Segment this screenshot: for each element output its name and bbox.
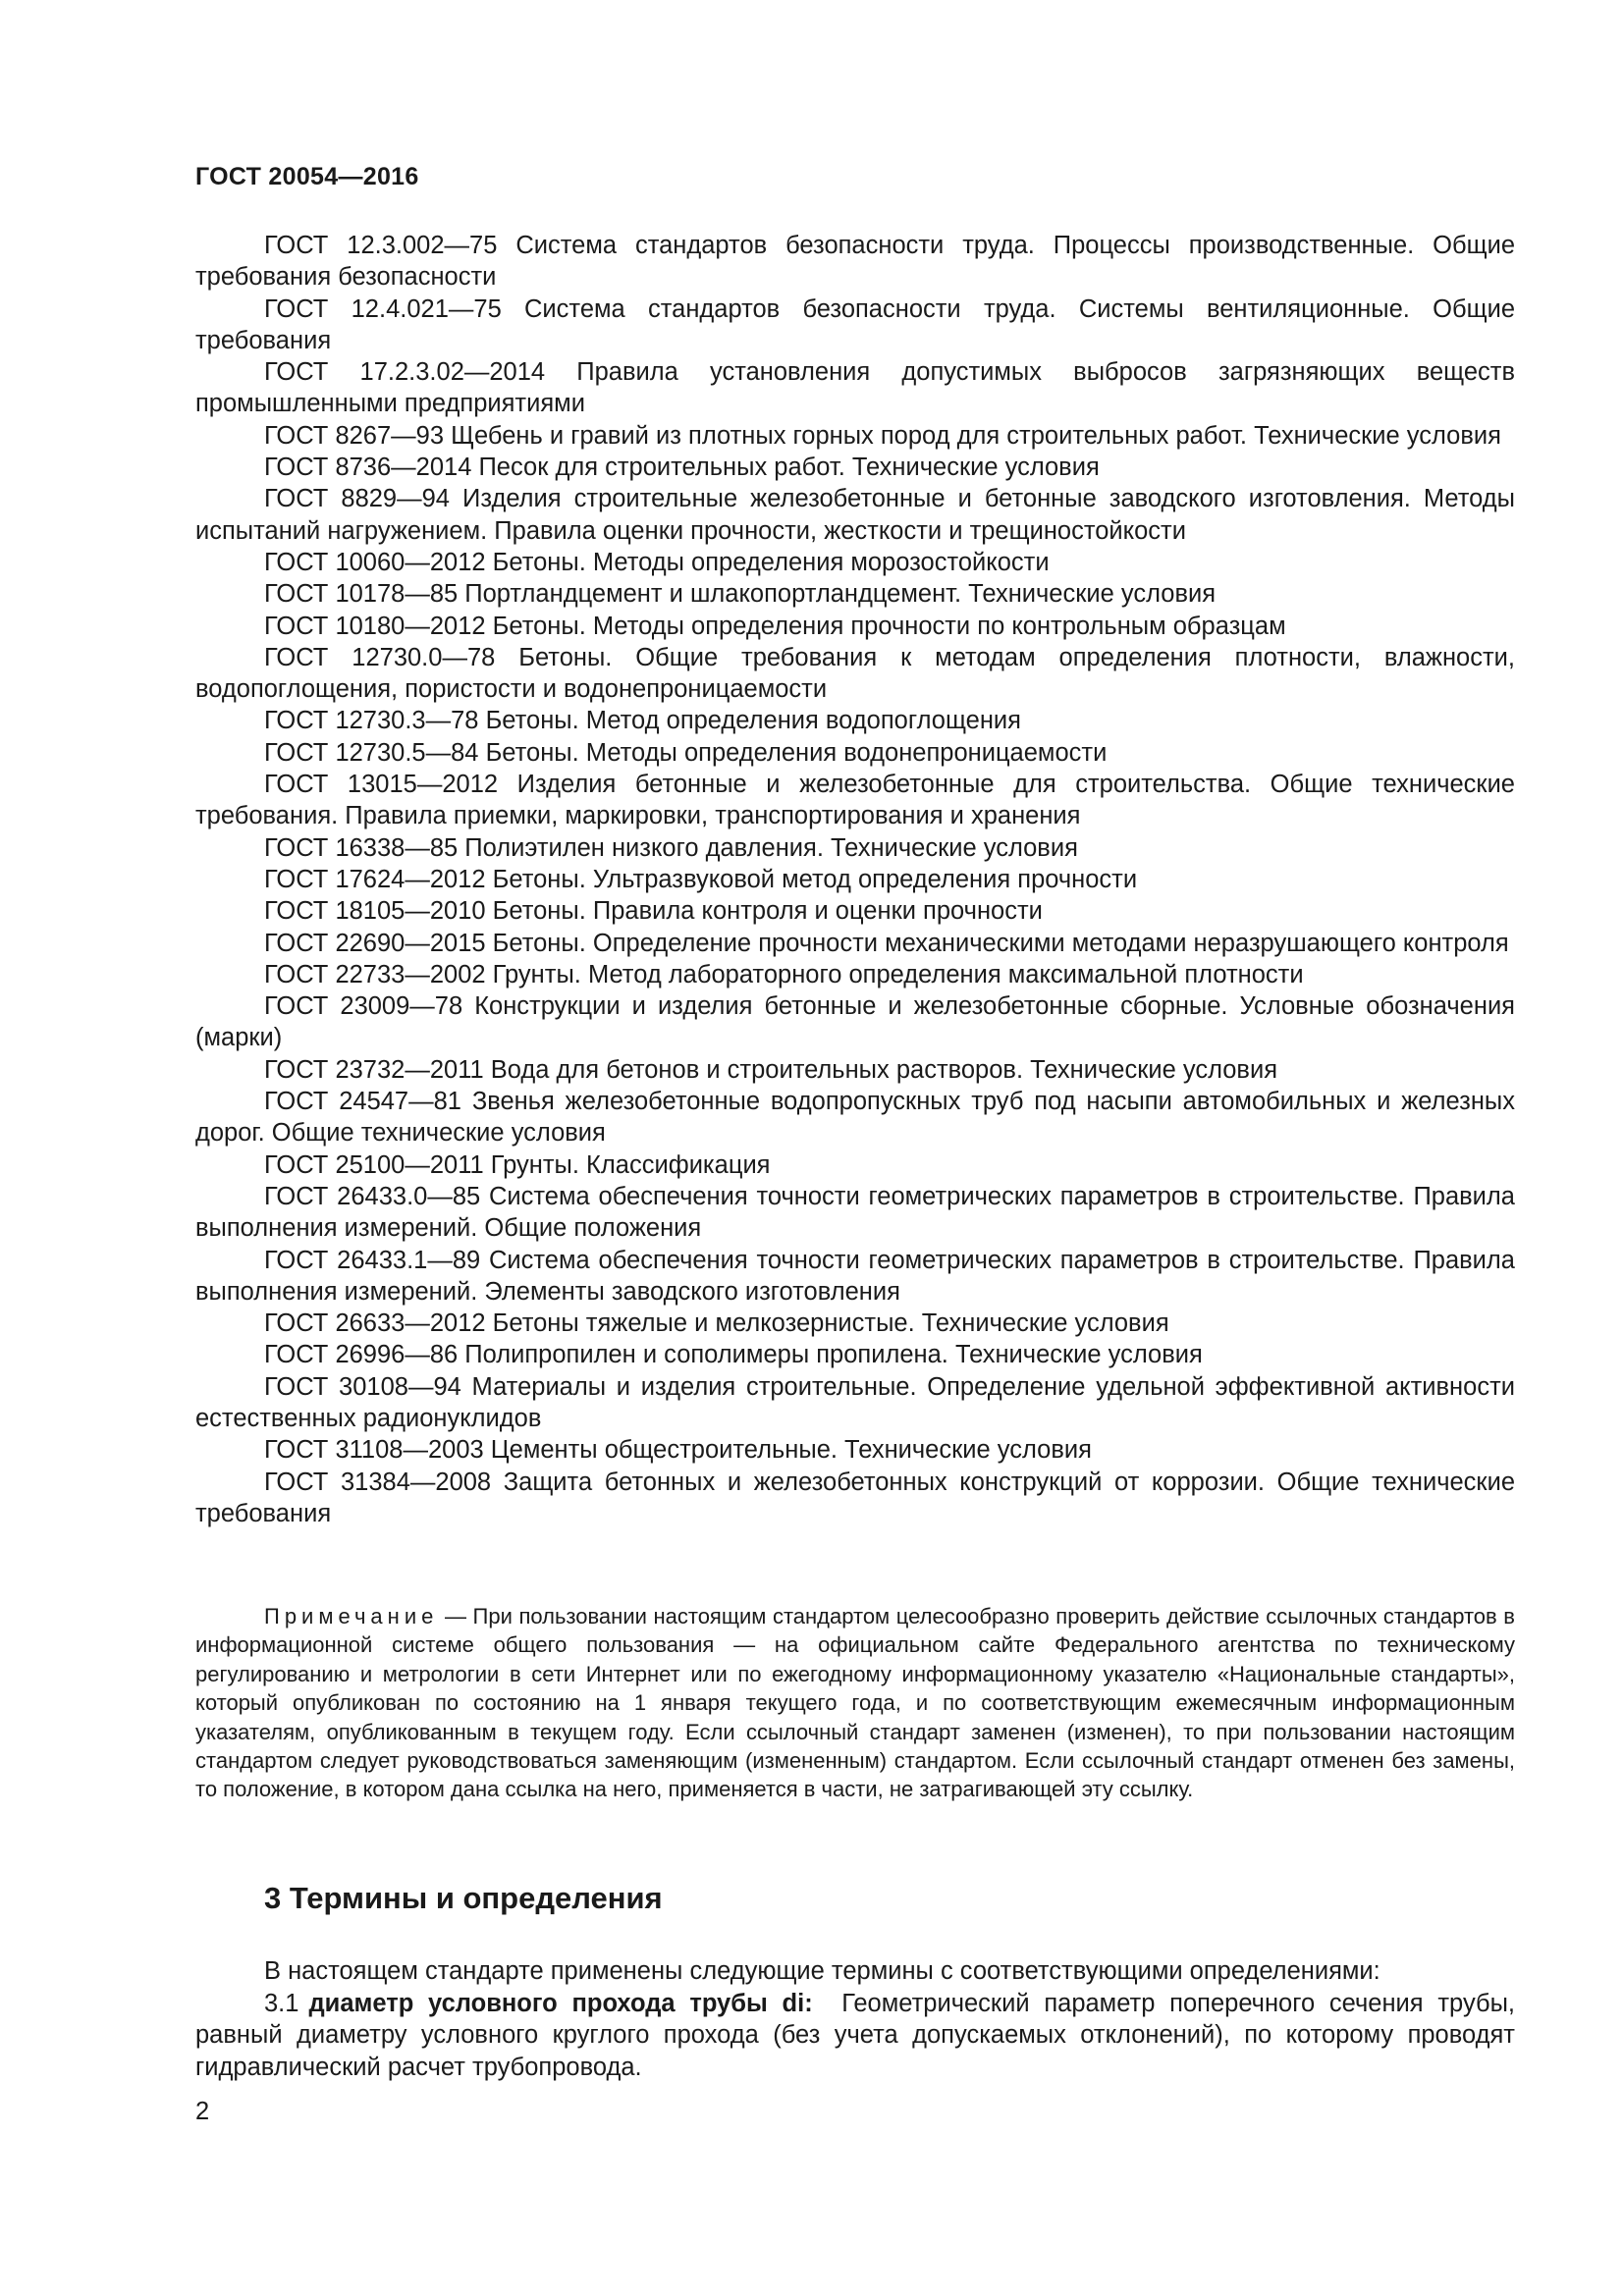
term-number: 3.1: [264, 1990, 299, 2017]
reference-item: ГОСТ 17624—2012 Бетоны. Ультразвуковой метод определения прочности: [264, 865, 1138, 893]
reference-item: ГОСТ 8267—93 Щебень и гравий из плотных горных пород для строительных работ. Технические условия: [264, 421, 1501, 450]
reference-item: ГОСТ 22690—2015 Бетоны. Определение прочности механическими методами неразрушающего контроля: [264, 929, 1509, 957]
reference-item: ГОСТ 12.4.021—75 Система стандартов безопасности труда. Системы вентиляционные. Общие требования: [195, 294, 1515, 354]
normative-references-list: [195, 230, 1515, 1529]
reference-item: ГОСТ 12730.0—78 Бетоны. Общие требования к методам определения плотности, влажности, водопоглощения, пористости и водонепроницаемости: [195, 643, 1515, 704]
reference-item: ГОСТ 10178—85 Портландцемент и шлакопортландцемент. Технические условия: [264, 580, 1217, 609]
reference-item: ГОСТ 24547—81 Звенья железобетонные водопропускных труб под насыпи автомобильных и железных дорог. Общие технические условия: [195, 1088, 1515, 1148]
page-number: 2: [195, 2098, 210, 2125]
reference-item: ГОСТ 26433.0—85 Система обеспечения точности геометрических параметров в строительстве. Правила выполнения измерений. Общие положения: [195, 1182, 1515, 1243]
reference-item: ГОСТ 31384—2008 Защита бетонных и железобетонных конструкций от коррозии. Общие технические требования: [195, 1468, 1515, 1527]
reference-item: ГОСТ 10060—2012 Бетоны. Методы определения морозостойкости: [264, 548, 1050, 576]
term-label-subscript: i: [797, 1990, 805, 2017]
reference-item: ГОСТ 23009—78 Конструкции и изделия бетонные и железобетонные сборные. Условные обозначения (марки): [195, 992, 1515, 1052]
reference-item: ГОСТ 8829—94 Изделия строительные железобетонные и бетонные заводского изготовления. Методы испытаний нагружением. Правила оценки прочности, жесткости и трещиностойкости: [195, 485, 1515, 545]
reference-item: ГОСТ 8736—2014 Песок для строительных работ. Технические условия: [264, 454, 1100, 482]
term-label-colon: :: [804, 1990, 813, 2017]
reference-item: ГОСТ 31108—2003 Цементы общестроительные. Технические условия: [264, 1436, 1092, 1465]
term-definition-text: Геометрический параметр поперечного сечения трубы, равный диаметру условного круглого прохода (без учета допускаемых отклонений), по которому проводят гидравлический расчет трубопровода.: [195, 1990, 1516, 2081]
reference-item: ГОСТ 26433.1—89 Система обеспечения точности геометрических параметров в строительстве. Правила выполнения измерений. Элементы заводского изготовления: [195, 1246, 1515, 1306]
reference-item: ГОСТ 10180—2012 Бетоны. Методы определения прочности по контрольным образцам: [264, 612, 1286, 640]
reference-item: ГОСТ 26996—86 Полипропилен и сополимеры пропилена. Технические условия: [264, 1341, 1203, 1369]
section-title: 3 Термины и определения: [264, 1881, 663, 1915]
term-label-text: диаметр условного прохода трубы d: [308, 1990, 798, 2017]
reference-item: ГОСТ 17.2.3.02—2014 Правила установления допустимых выбросов загрязняющих веществ промышленными предприятиями: [195, 358, 1515, 418]
note-label: Примечание: [264, 1604, 439, 1629]
note-text: — При пользовании настоящим стандартом целесообразно проверить действие ссылочных стандартов в информационной системе общего пользования — на официальном сайте Федерального агентства по техническому регулированию и метрологии в сети Интернет или по ежегодному информационному указателю «Национальные стандарты», который опубликован по состоянию на 1 января текущего года, и по соответствующим ежемесячным информационным указателям, опубликованным в текущем году. Если ссылочный стандарт заменен (изменен), то при пользовании настоящим стандартом следует руководствоваться заменяющим (измененным) стандартом. Если ссылочный стандарт отменен без замены, то положение, в котором дана ссылка на него, применяется в части, не затрагивающей эту ссылку.: [195, 1604, 1515, 1802]
document-code-header: ГОСТ 20054—2016: [195, 163, 419, 190]
reference-item: ГОСТ 12.3.002—75 Система стандартов безопасности труда. Процессы производственные. Общие требования безопасности: [195, 232, 1515, 292]
reference-item: ГОСТ 26633—2012 Бетоны тяжелые и мелкозернистые. Технические условия: [264, 1309, 1169, 1338]
section-intro: В настоящем стандарте применены следующие термины с соответствующими определениями:: [264, 1957, 1380, 1985]
reference-item: ГОСТ 12730.5—84 Бетоны. Методы определения водонепроницаемости: [264, 738, 1108, 767]
reference-item: ГОСТ 13015—2012 Изделия бетонные и железобетонные для строительства. Общие технические требования. Правила приемки, маркировки, транспортирования и хранения: [195, 771, 1515, 830]
term-definition: [195, 1988, 1515, 2083]
reference-item: ГОСТ 30108—94 Материалы и изделия строительные. Определение удельной эффективной активности естественных радионуклидов: [195, 1372, 1515, 1432]
reference-item: ГОСТ 16338—85 Полиэтилен низкого давления. Технические условия: [264, 833, 1078, 862]
reference-item: ГОСТ 25100—2011 Грунты. Классификация: [264, 1150, 771, 1179]
reference-item: ГОСТ 22733—2002 Грунты. Метод лабораторного определения максимальной плотности: [264, 960, 1304, 988]
term-label: [308, 1990, 812, 2017]
reference-item: ГОСТ 18105—2010 Бетоны. Правила контроля и оценки прочности: [264, 897, 1043, 926]
reference-note: [195, 1602, 1515, 1804]
reference-item: ГОСТ 12730.3—78 Бетоны. Метод определения водопоглощения: [264, 707, 1021, 735]
reference-item: ГОСТ 23732—2011 Вода для бетонов и строительных растворов. Технические условия: [264, 1055, 1278, 1084]
